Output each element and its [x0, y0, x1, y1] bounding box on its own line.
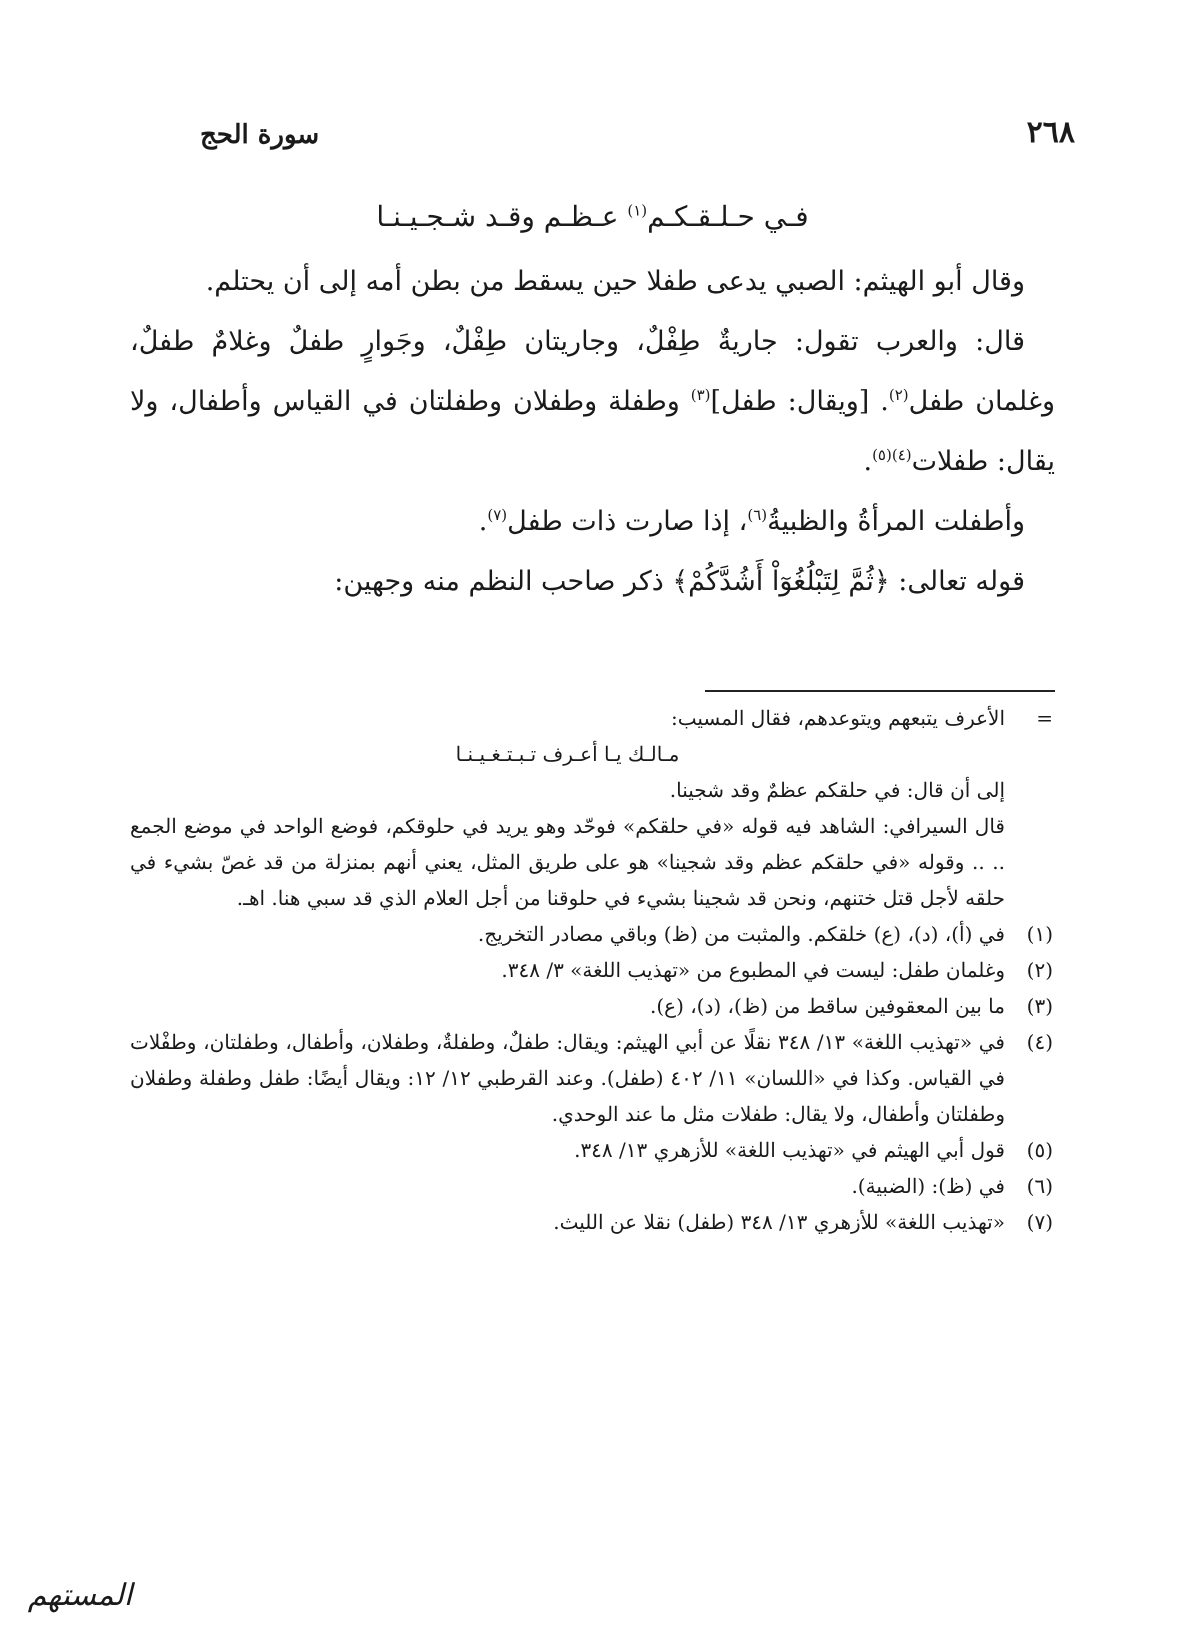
logo-text: المستهم: [27, 1578, 133, 1613]
page-header: [200, 100, 1075, 150]
footnote-ref: (٣): [690, 386, 711, 404]
footnote-divider: [705, 690, 1055, 692]
footnotes: [130, 700, 1053, 1240]
main-text: [130, 188, 1055, 612]
surah-title: سورة الحج: [200, 120, 320, 150]
continuation-mark: =: [1036, 706, 1053, 730]
footnote-ref: (٢): [888, 386, 909, 404]
footnote-number: (٥): [1026, 1138, 1053, 1162]
footnote-2: (٢) وغلمان طفل: ليست في المطبوع من «تهذيب اللغة» ٣/ ٣٤٨.: [130, 952, 1005, 988]
paragraph-2: قال: والعرب تقول: جاريةٌ طِفْلٌ، وجاريتان طِفْلٌ، وجَوارٍ طفلٌ وغلامٌ طفلٌ، وغلمان طفل$^{(٢)}$. [ويقال: طفل]$^{(٣)}$ وطفلة وطفلان وطفلتان في القياس وأطفال، ولا يقال: طفلات$^{(٤)(٥)}$.: [130, 326, 1055, 477]
footnote-3: (٣) ما بين المعقوفين ساقط من (ظ)، (د)، (ع).: [130, 988, 1005, 1024]
footnote-5: (٥) قول أبي الهيثم في «تهذيب اللغة» للأزهري ١٣/ ٣٤٨.: [130, 1132, 1005, 1168]
footnote-ref: (٧): [487, 506, 508, 524]
page-number: ٢٦٨: [1026, 115, 1075, 150]
footnote-6: (٦) في (ظ): (الضبية).: [130, 1168, 1005, 1204]
footnote-4: (٤) في «تهذيب اللغة» ١٣/ ٣٤٨ نقلًا عن أبي الهيثم: ويقال: طفلٌ، وطفلةٌ، وطفلان، وأطفال، وطفلتان، وطفْلات في القياس. وكذا في «اللسان» ١١/ ٤٠٢ (طفل). وعند القرطبي ١٢/ ١٢: ويقال أيضًا: طفل وطفلة وطفلان وطفلتان وأطفال، ولا يقال: طفلات مثل ما عند الوحدي.: [130, 1024, 1005, 1132]
footnote-continuation: = الأعرف يتبعهم ويتوعدهم، فقال المسيب:: [130, 700, 1005, 736]
publisher-logo: [20, 1565, 140, 1625]
footnote-ref: (٦): [747, 506, 768, 524]
footnote-ref: (٤)(٥): [872, 446, 912, 464]
footnote-number: (٢): [1026, 958, 1053, 982]
footnote-continuation-line: إلى أن قال: في حلقكم عظمٌ وقد شجينا.: [669, 778, 1005, 802]
footnote-continuation-commentary: قال السيرافي: الشاهد فيه قوله «في حلقكم» فوحّد وهو يريد في حلوقكم، فوضع الواحد في موضع الجمع .. .. وقوله «في حلقكم عظم وقد شجينا» هو على طريق المثل، يعني أنهم بمنزلة من قد غصّ بشيء في حلقه لأجل قتل ختنهم، ونحن قد شجينا بشيء في حلوقنا من أجل العلام الذي قد سبي هنا. اهـ.: [130, 814, 1005, 910]
footnote-ref: (١): [627, 201, 648, 220]
footnote-number: (١): [1026, 922, 1053, 946]
footnote-number: (٤): [1026, 1030, 1053, 1054]
paragraph-4: قوله تعالى: ﴿ثُمَّ لِتَبْلُغُوٓاْ أَشُدَّكُمْ﴾ ذكر صاحب النظم منه وجهين:: [334, 566, 1025, 597]
poetry-verse: فـي حـلـقـكـم$^{(١)}$ عـظـم وقـد شـجـيـنـا: [376, 200, 809, 233]
footnote-number: (٣): [1026, 994, 1053, 1018]
footnote-1: (١) في (أ)، (د)، (ع) خلقكم. والمثبت من (ظ) وباقي مصادر التخريج.: [130, 916, 1005, 952]
footnote-number: (٦): [1026, 1174, 1053, 1198]
footnote-verse: مـالـك يـا أعـرف تـبـتـغـيـنـا: [455, 742, 680, 766]
paragraph-3: وأطفلت المرأةُ والظبيةُ$^{(٦)}$، إذا صارت ذات طفل$^{(٧)}$.: [478, 506, 1025, 537]
paragraph-1: وقال أبو الهيثم: الصبي يدعى طفلا حين يسقط من بطن أمه إلى أن يحتلم.: [205, 266, 1025, 297]
footnote-7: (٧) «تهذيب اللغة» للأزهري ١٣/ ٣٤٨ (طفل) نقلا عن الليث.: [130, 1204, 1005, 1240]
footnote-number: (٧): [1026, 1210, 1053, 1234]
